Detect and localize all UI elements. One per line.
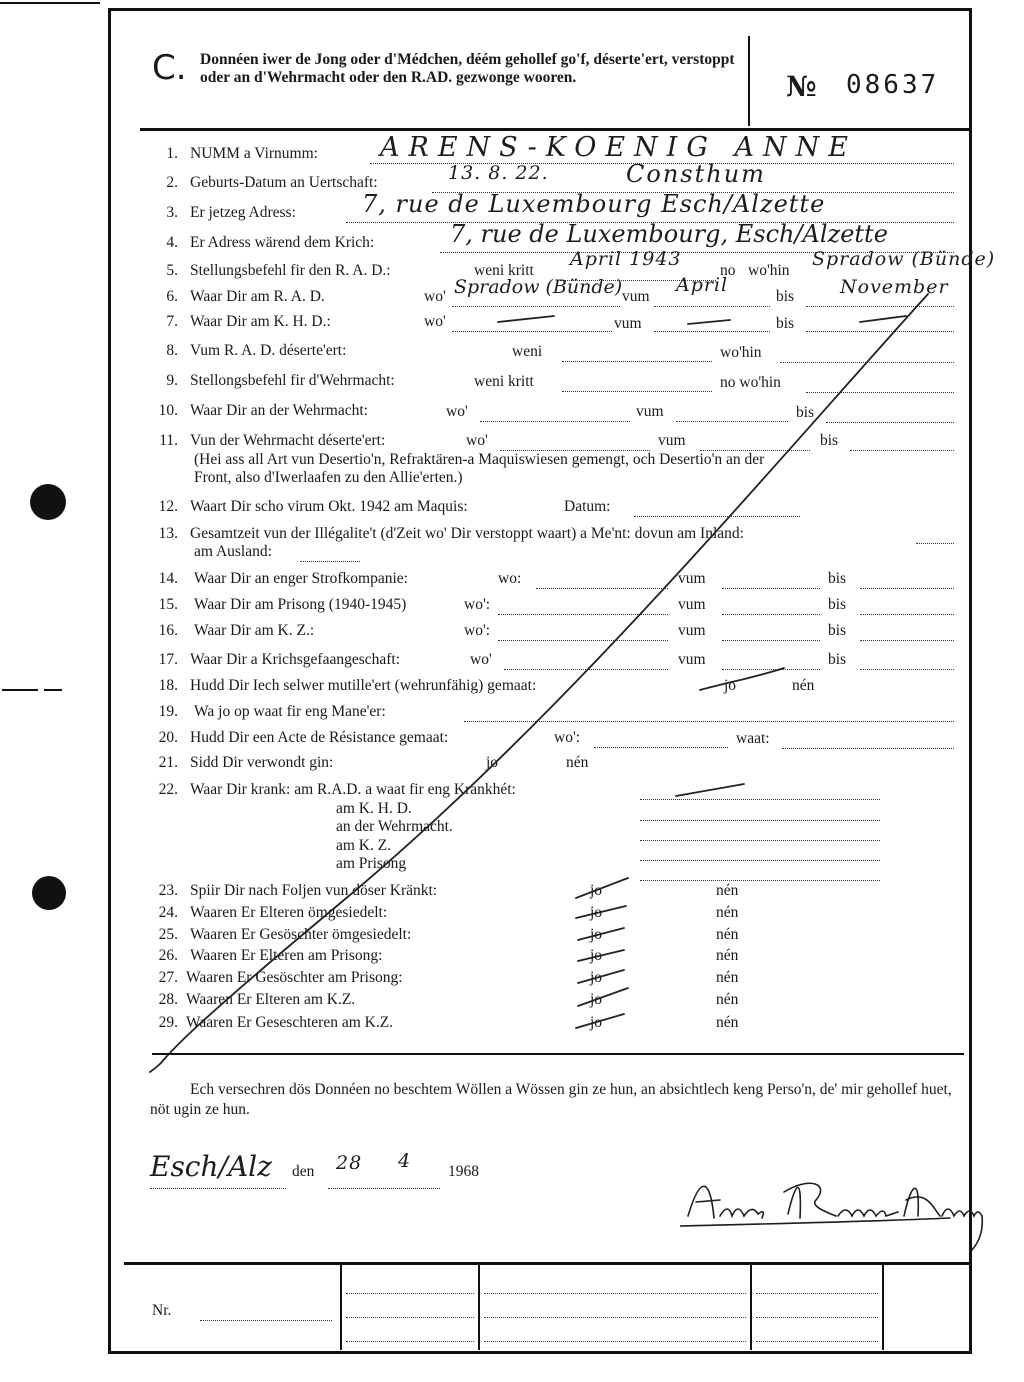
- declaration-text: Ech versechren dös Donnéen no beschtem Wöllen a Wössen gin ze hun, an absichtlech keng Perso'n, de' mir gehollef huet, nöt ugin ze hun.: [150, 1081, 952, 1118]
- field-number: 13.: [158, 525, 178, 542]
- footer-row-line: [484, 1292, 746, 1294]
- field-number: 14.: [158, 570, 178, 587]
- field-label: Stellongsbefehl fir d'Wehrmacht:: [190, 372, 395, 389]
- strike-jo-18: [700, 668, 784, 690]
- address-value[interactable]: 7, rue de Luxembourg Esch/Alzette: [362, 190, 826, 218]
- strike-mark-7c: [860, 316, 906, 322]
- jo-option[interactable]: jo: [590, 947, 603, 964]
- field-label: Waaren Er Gesöschter ömgesiedelt:: [190, 926, 412, 943]
- field-number: 20.: [158, 729, 178, 746]
- field-label: Vum R. A. D. déserte'ert:: [190, 342, 347, 359]
- field-label: Hudd Dir een Acte de Résistance gemaat:: [190, 729, 449, 746]
- field-number: 24.: [158, 904, 178, 921]
- field-label: Waaren Er Elteren am K.Z.: [186, 991, 356, 1008]
- wo-label: wo:: [498, 570, 522, 587]
- field-number: 9.: [166, 372, 178, 389]
- vum-label: vum: [636, 403, 664, 420]
- field-number: 23.: [158, 882, 178, 899]
- form-number: 08637: [846, 70, 940, 100]
- field-label: Wa jo op waat fir eng Mane'er:: [194, 703, 386, 720]
- footer-row-line: [484, 1316, 746, 1318]
- footer-row-line: [756, 1316, 878, 1318]
- footer-row-line: [484, 1340, 746, 1342]
- jo-option[interactable]: jo: [590, 904, 603, 921]
- weni-label: weni: [512, 343, 543, 360]
- strike-jo-26: [578, 950, 624, 961]
- name-value[interactable]: ARENS-KOENIG ANNE: [380, 132, 857, 163]
- field-number: 7.: [166, 313, 178, 330]
- field-number: 11.: [159, 432, 178, 449]
- field-label: Vun der Wehrmacht déserte'ert:: [190, 432, 386, 449]
- signing-place[interactable]: Esch/Alz: [150, 1150, 272, 1183]
- wo-label: wo': [470, 651, 492, 668]
- wo-label: wo':: [464, 622, 491, 639]
- signature: [680, 1166, 990, 1256]
- field-label: Waar Dir an der Wehrmacht:: [190, 402, 368, 419]
- birth-date-value[interactable]: 13. 8. 22.: [448, 162, 549, 184]
- field-label: Geburts-Datum an Uertschaft:: [190, 174, 378, 191]
- weni-label: weni kritt: [474, 262, 534, 279]
- field-label: Gesamtzeit vun der Illégalite't (d'Zeit wo' Dir verstoppt waart) a Me'nt: dovun am Inland:: [190, 525, 744, 542]
- field-label: NUMM a Virnumm:: [190, 145, 318, 162]
- sub-label: an der Wehrmacht.: [336, 818, 453, 835]
- field-number: 22.: [158, 781, 178, 798]
- bis-label: bis: [828, 651, 847, 668]
- nen-option[interactable]: nén: [566, 754, 589, 771]
- wohin-label: wo'hin: [748, 262, 790, 279]
- field-number: 25.: [158, 926, 178, 943]
- nen-option[interactable]: nén: [716, 947, 739, 964]
- field-label: Waar Dir krank: am R.A.D. a waat fir eng Krankhét:: [190, 781, 516, 798]
- rad-order-date[interactable]: April 1943: [570, 248, 682, 270]
- field-number: 29.: [158, 1014, 178, 1031]
- wo-label: wo': [446, 403, 468, 420]
- war-address-value[interactable]: 7, rue de Luxembourg, Esch/Alzette: [450, 220, 888, 248]
- footer-row-line: [756, 1340, 878, 1342]
- field-number: 19.: [158, 703, 178, 720]
- nen-option[interactable]: nén: [716, 882, 739, 899]
- strike-jo-25: [578, 928, 624, 940]
- sub-label: am K. H. D.: [336, 800, 412, 817]
- field-label: Waaren Er Geseschteren am K.Z.: [186, 1014, 394, 1031]
- field-label: Waar Dir am Prisong (1940-1945): [194, 596, 407, 613]
- footer-row-line: [346, 1316, 474, 1318]
- bis-label: bis: [796, 404, 815, 421]
- jo-option[interactable]: jo: [590, 926, 603, 943]
- jo-option[interactable]: jo: [724, 677, 737, 694]
- number-symbol: №: [786, 70, 817, 103]
- footer-col-border: [478, 1265, 480, 1350]
- wo-label: wo':: [554, 729, 581, 746]
- declaration-rule: [152, 1053, 964, 1055]
- field-label: Waar Dir an enger Strofkompanie:: [194, 570, 408, 587]
- field-label: Waar Dir am K. H. D.:: [190, 313, 331, 330]
- diagonal-strike-line: [150, 294, 928, 1072]
- rad-order-place[interactable]: Spradow (Bünde): [812, 248, 996, 270]
- nr-label: Nr.: [152, 1302, 172, 1319]
- vum-label: vum: [658, 432, 686, 449]
- field-label: Waaren Er Elteren am Prisong:: [190, 947, 383, 964]
- nen-option[interactable]: nén: [792, 677, 815, 694]
- field-number: 2.: [166, 174, 178, 191]
- field-label: Spiir Dir nach Foljen vun döser Kränkt:: [190, 882, 438, 899]
- place-line: [150, 1174, 286, 1189]
- footer-rule-top: [124, 1262, 972, 1265]
- bis-label: bis: [820, 432, 839, 449]
- field-label: Er jetzeg Adress:: [190, 204, 296, 221]
- field-number: 8.: [166, 342, 178, 359]
- footer-col-border: [750, 1265, 752, 1350]
- field-label: Waart Dir scho virum Okt. 1942 am Maquis:: [190, 498, 468, 515]
- field-number: 5.: [166, 262, 178, 279]
- field-number: 27.: [158, 969, 178, 986]
- jo-option[interactable]: jo: [590, 969, 603, 986]
- nen-option[interactable]: nén: [716, 1014, 739, 1031]
- strike-jo-23: [576, 878, 628, 898]
- strike-jo-28: [578, 988, 628, 1006]
- jo-option[interactable]: jo: [590, 1014, 603, 1031]
- footer-row-line: [346, 1340, 474, 1342]
- date-line: [328, 1174, 440, 1189]
- field-label: Waaren Er Elteren ömgesiedelt:: [190, 904, 388, 921]
- field-number: 18.: [158, 677, 178, 694]
- nr-line: [200, 1306, 332, 1321]
- jo-option[interactable]: jo: [590, 991, 603, 1008]
- waat-label: waat:: [736, 730, 770, 747]
- field-number: 28.: [158, 991, 178, 1008]
- strike-22: [676, 784, 744, 796]
- field-number: 1.: [166, 145, 178, 162]
- wohin-label: no wo'hin: [720, 374, 781, 391]
- rad-to-value[interactable]: November: [840, 276, 949, 298]
- footer-col-border: [340, 1265, 342, 1350]
- den-label: den: [292, 1163, 315, 1180]
- strike-mark-7b: [688, 320, 730, 324]
- strike-jo-29: [576, 1014, 624, 1028]
- birth-place-value[interactable]: Consthum: [626, 160, 766, 188]
- field-label: Waar Dir am R. A. D.: [190, 288, 325, 305]
- nen-option[interactable]: nén: [716, 926, 739, 943]
- field-number: 17.: [158, 651, 178, 668]
- field-label: Stellungsbefehl fir den R. A. D.:: [190, 262, 391, 279]
- field-number: 21.: [158, 754, 178, 771]
- rad-place-value[interactable]: Spradow (Bünde): [454, 276, 623, 298]
- field-number: 16.: [158, 622, 178, 639]
- strike-jo-24: [576, 906, 626, 918]
- sub-label: am Prisong: [336, 855, 407, 872]
- bis-label: bis: [828, 622, 847, 639]
- nen-option[interactable]: nén: [716, 991, 739, 1008]
- field-label: Waaren Er Gesöschter am Prisong:: [186, 969, 403, 986]
- bis-label: bis: [828, 596, 847, 613]
- field-label: Waar Dir a Krichsgefaangeschaft:: [190, 651, 401, 668]
- wo-label: wo': [466, 432, 488, 449]
- vum-label: vum: [614, 315, 642, 332]
- section-letter: C.: [152, 48, 187, 88]
- wo-label: wo':: [464, 596, 491, 613]
- rad-from-value[interactable]: April: [676, 274, 729, 296]
- field-number: 26.: [158, 947, 178, 964]
- field-number: 4.: [166, 234, 178, 251]
- field-number: 10.: [158, 402, 178, 419]
- wohin-label: wo'hin: [720, 344, 762, 361]
- footer-row-line: [346, 1292, 474, 1294]
- signing-day[interactable]: 28: [336, 1152, 363, 1174]
- nen-option[interactable]: nén: [716, 904, 739, 921]
- field-label: Waar Dir am K. Z.:: [194, 622, 315, 639]
- field-number: 15.: [158, 596, 178, 613]
- nen-option[interactable]: nén: [716, 969, 739, 986]
- vum-label: vum: [678, 570, 706, 587]
- wo-label: wo': [424, 313, 446, 330]
- strike-jo-27: [578, 970, 624, 983]
- jo-option[interactable]: jo: [486, 754, 499, 771]
- field-note: Front, also d'Iwerlaafen zu den Allie'erten.): [194, 469, 463, 486]
- field-note: (Hei ass all Art vun Desertio'n, Refraktären-a Maquiswiesen gemengt, och Desertio'n an der: [194, 451, 765, 468]
- vum-label: vum: [678, 596, 706, 613]
- field-label: Er Adress wärend dem Krich:: [190, 234, 375, 251]
- footer-col-border: [882, 1265, 884, 1350]
- no-label: no: [720, 262, 736, 279]
- bis-label: bis: [776, 288, 795, 305]
- field-number: 3.: [166, 204, 178, 221]
- strike-mark-7: [498, 316, 554, 322]
- jo-option[interactable]: jo: [590, 882, 603, 899]
- bis-label: bis: [828, 570, 847, 587]
- footer-row-line: [756, 1292, 878, 1294]
- sub-label: am K. Z.: [336, 837, 392, 854]
- vum-label: vum: [678, 622, 706, 639]
- datum-label: Datum:: [564, 498, 611, 515]
- field-label: Sidd Dir verwondt gin:: [190, 754, 334, 771]
- signing-month[interactable]: 4: [398, 1150, 412, 1172]
- signing-year: 1968: [448, 1163, 479, 1180]
- form-title: Donnéen iwer de Jong oder d'Médchen, déém gehollef go'f, déserte'ert, verstoppt oder an d'Wehrmacht oder den R.AD. gezwonge wooren.: [200, 51, 735, 86]
- field-label-2: am Ausland:: [194, 543, 272, 560]
- bis-label: bis: [776, 315, 795, 332]
- field-number: 12.: [158, 498, 178, 515]
- vum-label: vum: [622, 288, 650, 305]
- vum-label: vum: [678, 651, 706, 668]
- field-label: Hudd Dir Iech selwer mutille'ert (wehrunfähig) gemaat:: [190, 677, 537, 694]
- field-number: 6.: [166, 288, 178, 305]
- wo-label: wo': [424, 288, 446, 305]
- weni-label: weni kritt: [474, 373, 534, 390]
